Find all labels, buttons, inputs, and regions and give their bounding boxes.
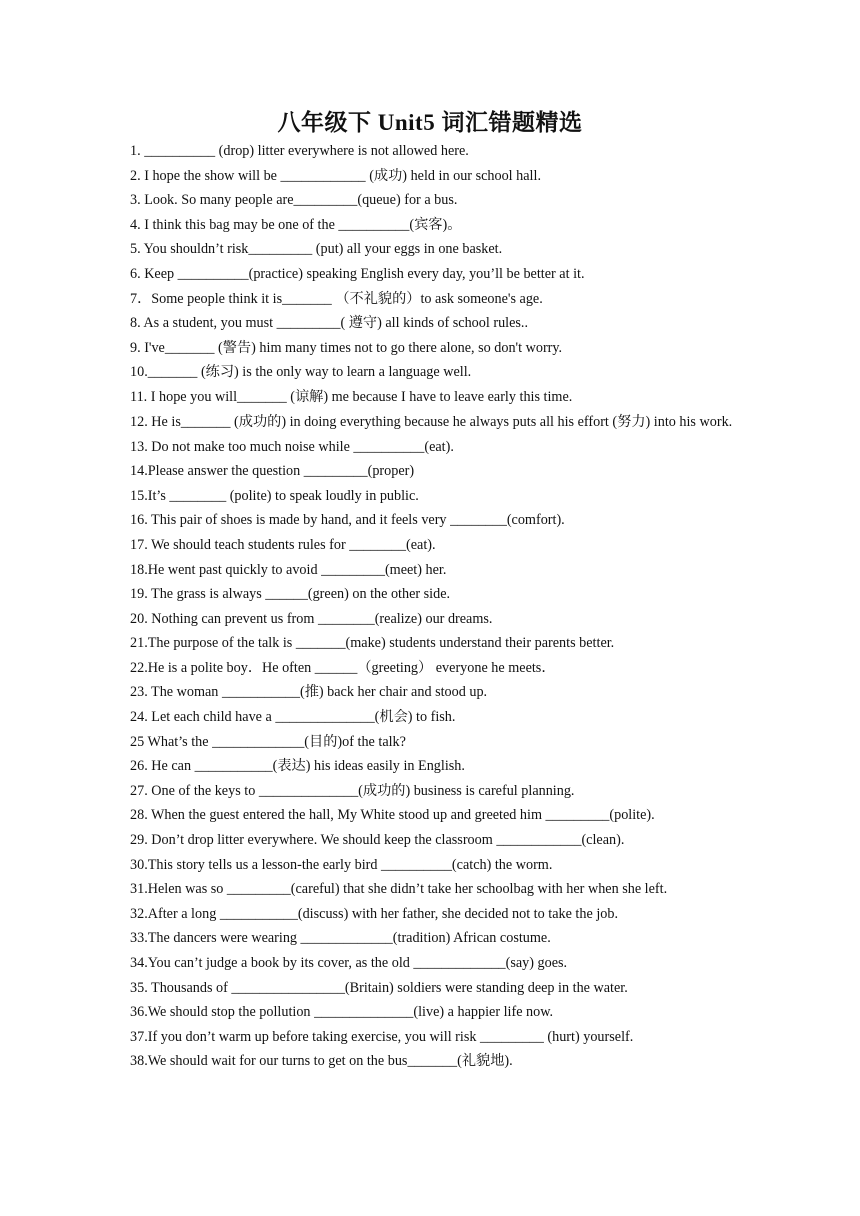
exercise-item: 6. Keep __________(practice) speaking English every day, you’ll be better at it. [130, 265, 585, 282]
exercise-item: 7．Some people think it is_______ （不礼貌的）to ask someone's age. [130, 290, 543, 307]
exercise-list [130, 139, 740, 1074]
exercise-item: 32.After a long ___________(discuss) with her father, she decided not to take the job. [130, 905, 618, 922]
exercise-item: 3. Look. So many people are_________(queue) for a bus. [130, 192, 458, 209]
exercise-item: 9. I've_______ (警告) him many times not to go there alone, so don't worry. [130, 339, 563, 356]
exercise-item: 11. I hope you will_______ (谅解) me because I have to leave early this time. [130, 388, 573, 405]
exercise-item: 33.The dancers were wearing _____________(tradition) African costume. [130, 930, 551, 947]
exercise-item: 29. Don’t drop litter everywhere. We should keep the classroom ____________(clean). [130, 832, 625, 849]
exercise-item: 1. __________ (drop) litter everywhere is not allowed here. [130, 143, 469, 159]
exercise-item: 35. Thousands of ________________(Britain) soldiers were standing deep in the water. [130, 979, 628, 996]
exercise-item: 4. I think this bag may be one of the __________(宾客)。 [130, 216, 462, 233]
exercise-item: 10._______ (练习) is the only way to learn a language well. [130, 364, 472, 381]
exercise-item: 31.Helen was so _________(careful) that she didn’t take her schoolbag with her when she left. [130, 881, 668, 898]
exercise-item: 22.He is a polite boy．He often ______（greeting） everyone he meets． [130, 659, 556, 676]
exercise-item: 27. One of the keys to ______________(成功的) business is careful planning. [130, 782, 575, 799]
exercise-item: 36.We should stop the pollution ______________(live) a happier life now. [130, 1004, 554, 1021]
exercise-item: 17. We should teach students rules for ________(eat). [130, 536, 436, 553]
exercise-item: 28. When the guest entered the hall, My White stood up and greeted him _________(polite). [130, 807, 655, 824]
exercise-item: 26. He can ___________(表达) his ideas easily in English. [130, 758, 465, 775]
exercise-item: 2. I hope the show will be ____________ (成功) held in our school hall. [130, 167, 541, 184]
exercise-item: 19. The grass is always ______(green) on the other side. [130, 586, 451, 603]
page-title: 八年级下 Unit5 词汇错题精选 [277, 110, 583, 135]
exercise-item: 24. Let each child have a ______________(机会) to fish. [130, 709, 456, 726]
exercise-item: 5. You shouldn’t risk_________ (put) all your eggs in one basket. [130, 241, 503, 258]
exercise-item: 8. As a student, you must _________( 遵守) all kinds of school rules.. [130, 315, 529, 332]
exercise-item: 12. He is_______ (成功的) in doing everything because he always puts all his effort (努力) into his work. [130, 413, 733, 430]
exercise-item: 13. Do not make too much noise while __________(eat). [130, 438, 454, 455]
exercise-item: 34.You can’t judge a book by its cover, as the old _____________(say) goes. [130, 955, 568, 971]
exercise-item: 15.It’s ________ (polite) to speak loudly in public. [130, 487, 419, 504]
exercise-item: 21.The purpose of the talk is _______(make) students understand their parents better. [130, 635, 615, 652]
exercise-item: 30.This story tells us a lesson-the early bird __________(catch) the worm. [130, 856, 553, 873]
exercise-item: 20. Nothing can prevent us from ________(realize) our dreams. [130, 610, 493, 627]
exercise-item: 38.We should wait for our turns to get on the bus_______(礼貌地). [130, 1053, 513, 1070]
exercise-item: 18.He went past quickly to avoid _________(meet) her. [130, 561, 447, 578]
exercise-item: 25 What’s the _____________(目的)of the talk? [130, 733, 406, 750]
exercise-item: 16. This pair of shoes is made by hand, and it feels very ________(comfort). [130, 512, 565, 529]
exercise-item: 37.If you don’t warm up before taking exercise, you will risk _________ (hurt) yourself. [130, 1028, 634, 1045]
exercise-item: 14.Please answer the question _________(proper) [130, 463, 415, 480]
exercise-item: 23. The woman ___________(推) back her chair and stood up. [130, 684, 488, 701]
